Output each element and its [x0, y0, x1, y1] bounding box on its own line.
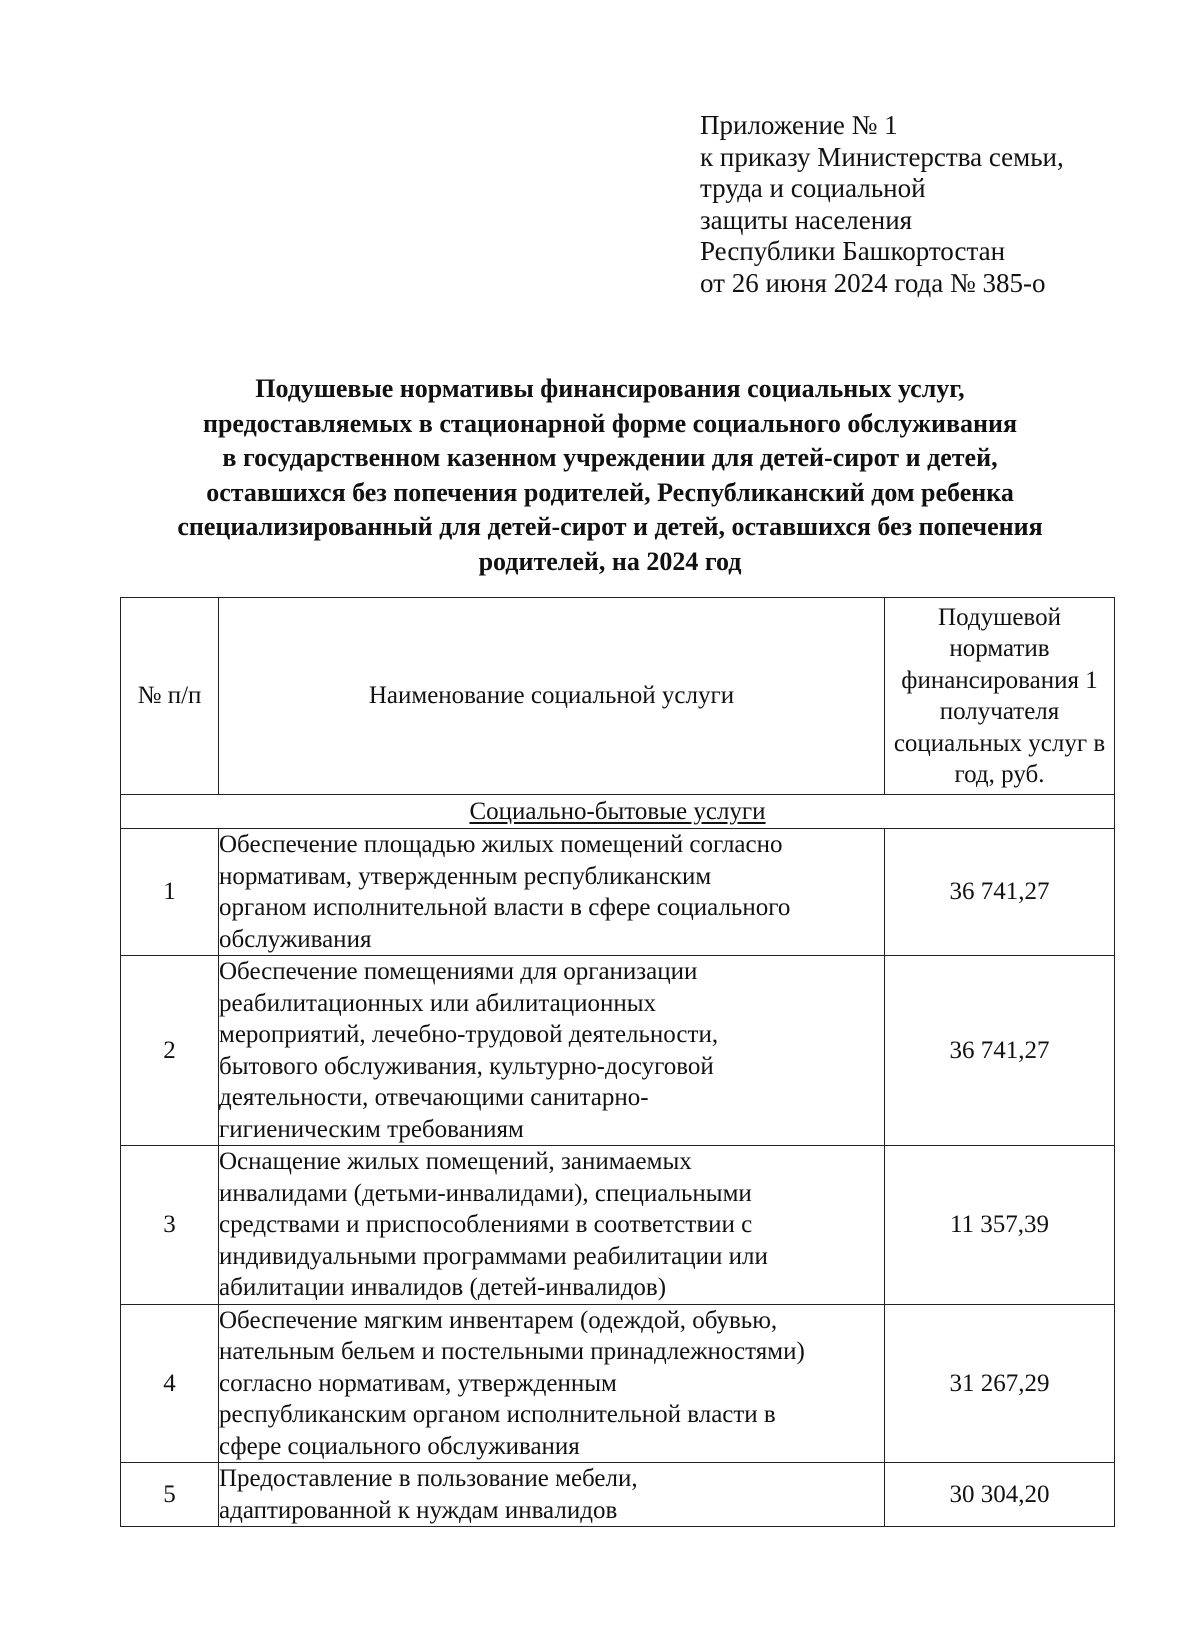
- row-norm-value: 31 267,29: [885, 1304, 1115, 1463]
- row-number: 5: [121, 1463, 219, 1527]
- title-line: родителей, на 2024 год: [478, 546, 742, 576]
- service-name-line: бытового обслуживания, культурно-досуговой: [219, 1052, 714, 1080]
- row-service-name: [219, 1463, 885, 1527]
- service-name-line: деятельности, отвечающими санитарно-: [219, 1084, 649, 1111]
- service-name-line: средствами и приспособлениями в соответствии с: [219, 1211, 753, 1238]
- service-name-line: адаптированной к нуждам инвалидов: [219, 1496, 618, 1524]
- norms-table: [120, 597, 1115, 1527]
- appendix-line: к приказу Министерства семьи,: [700, 141, 1064, 172]
- header-service-name: Наименование социальной услуги: [219, 598, 885, 795]
- table-row: [121, 1146, 1115, 1305]
- service-name-line: сфере социального обслуживания: [219, 1432, 580, 1460]
- title-line: оставшихся без попечения родителей, Республиканский дом ребенка: [206, 477, 1014, 507]
- appendix-line: Республики Башкортостан: [700, 236, 1006, 266]
- service-name-line: Обеспечение помещениями для организации: [219, 958, 698, 985]
- service-name-line: Предоставление в пользование мебели,: [219, 1465, 638, 1492]
- table-row: [121, 956, 1115, 1146]
- title-line: Подушевые нормативы финансирования социальных услуг,: [255, 374, 965, 403]
- header-number: № п/п: [121, 598, 219, 795]
- table-header-row: [121, 598, 1115, 795]
- section-title: Социально-бытовые услуги: [121, 795, 1115, 829]
- service-name-line: абилитации инвалидов (детей-инвалидов): [219, 1274, 667, 1301]
- row-number: 2: [121, 956, 219, 1146]
- row-norm-value: 36 741,27: [885, 956, 1115, 1146]
- row-norm-value: 30 304,20: [885, 1463, 1115, 1527]
- row-norm-value: 36 741,27: [885, 829, 1115, 956]
- service-name-line: Оснащение жилых помещений, занимаемых: [219, 1148, 692, 1175]
- service-name-line: инвалидами (детьми-инвалидами), специальными: [219, 1179, 752, 1207]
- row-service-name: [219, 1304, 885, 1463]
- header-norm-value: Подушевой норматив финансирования 1 получателя социальных услуг в год, руб.: [885, 598, 1115, 795]
- service-name-line: индивидуальными программами реабилитации или: [219, 1242, 768, 1270]
- service-name-line: органом исполнительной власти в сфере социального: [219, 894, 791, 921]
- row-number: 1: [121, 829, 219, 956]
- row-norm-value: 11 357,39: [885, 1146, 1115, 1305]
- service-name-line: республиканским органом исполнительной власти в: [219, 1401, 776, 1428]
- appendix-line: защиты населения: [700, 204, 913, 235]
- service-name-line: нормативам, утвержденным республиканским: [219, 862, 712, 890]
- row-service-name: [219, 956, 885, 1146]
- section-row: [121, 795, 1115, 829]
- row-service-name: [219, 829, 885, 956]
- table-row: [121, 1463, 1115, 1527]
- appendix-block: [700, 110, 1160, 299]
- table-row: [121, 1304, 1115, 1463]
- service-name-line: Обеспечение площадью жилых помещений согласно: [219, 831, 783, 858]
- row-service-name: [219, 1146, 885, 1305]
- service-name-line: согласно нормативам, утвержденным: [219, 1369, 617, 1397]
- row-number: 3: [121, 1146, 219, 1305]
- title-line: предоставляемых в стационарной форме социального обслуживания: [202, 408, 1018, 438]
- title-line: специализированный для детей-сирот и детей, оставшихся без попечения: [177, 512, 1043, 541]
- appendix-line: труда и социальной: [700, 173, 926, 203]
- document-title: [110, 372, 1110, 579]
- service-name-line: мероприятий, лечебно-трудовой деятельности,: [219, 1021, 719, 1048]
- table-row: [121, 829, 1115, 956]
- service-name-line: обслуживания: [219, 925, 372, 953]
- service-name-line: нательным бельем и постельными принадлежностями): [219, 1338, 805, 1365]
- appendix-line: Приложение № 1: [700, 110, 898, 140]
- service-name-line: гигиеническим требованиям: [219, 1115, 524, 1143]
- row-number: 4: [121, 1304, 219, 1463]
- appendix-line: от 26 июня 2024 года № 385-о: [700, 267, 1046, 298]
- service-name-line: Обеспечение мягким инвентарем (одеждой, обувью,: [219, 1306, 778, 1334]
- title-line: в государственном казенном учреждении для детей-сирот и детей,: [222, 443, 998, 472]
- service-name-line: реабилитационных или абилитационных: [219, 989, 657, 1017]
